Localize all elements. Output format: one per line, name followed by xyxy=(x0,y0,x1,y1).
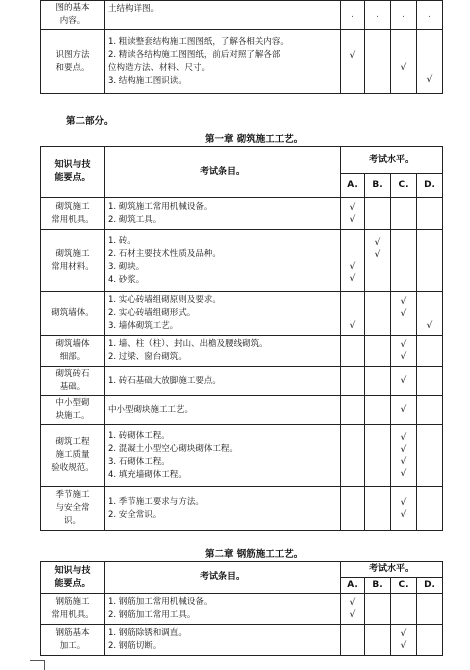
top-content-cell xyxy=(105,30,341,94)
header-items: 考试条目。 xyxy=(105,562,341,594)
check-mark: √ xyxy=(349,320,356,331)
content-text: 2. 钢筋加工常用工具。 xyxy=(108,610,196,620)
check-mark xyxy=(341,456,364,468)
check-mark xyxy=(417,468,442,480)
topic-text: 砌筑墙体 xyxy=(55,339,90,349)
mark-cell xyxy=(391,367,417,396)
table-row xyxy=(41,230,443,292)
topic-cell xyxy=(41,396,105,425)
mark-cell: √ xyxy=(341,30,365,94)
content-text: 2. 安全常识。 xyxy=(108,509,162,520)
header-level: 考试水平。 xyxy=(341,147,443,174)
check-mark xyxy=(341,628,364,640)
check-mark: √ xyxy=(400,340,407,350)
content-text: 3. 结构施工图识读。 xyxy=(108,75,187,86)
check-mark xyxy=(417,628,442,640)
check-mark xyxy=(365,404,390,416)
check-mark xyxy=(365,640,390,652)
topic-text: 图的基本 xyxy=(55,3,90,13)
mark-cell xyxy=(365,367,391,396)
content-text: 1. 粗读整套结构施工图图纸，了解各相关内容。 xyxy=(108,36,289,47)
header-level-b: B. xyxy=(365,578,391,594)
mark-cell xyxy=(417,425,443,487)
content-text: 4. 填充墙砌体工程。 xyxy=(108,469,187,480)
top-content-cell xyxy=(105,1,341,30)
mark-cell: . xyxy=(365,1,391,30)
topic-text: 砌筑施工 xyxy=(55,201,90,212)
mark-cell xyxy=(391,487,417,531)
check-mark: √ xyxy=(400,432,407,443)
header-level-d: D. xyxy=(417,578,443,594)
check-mark xyxy=(391,249,416,261)
check-mark xyxy=(417,296,442,308)
mark-cell xyxy=(341,230,365,292)
check-mark xyxy=(365,456,390,468)
check-mark xyxy=(417,597,442,609)
check-mark xyxy=(417,497,442,509)
table-row xyxy=(41,487,443,531)
mark-cell: . xyxy=(391,1,417,30)
topic-text: 钢筋施工 xyxy=(55,597,90,607)
table-row xyxy=(41,336,443,367)
check-mark: √ xyxy=(400,641,407,651)
content-text: 位构造方法、材料、尺寸。 xyxy=(108,62,211,73)
check-mark xyxy=(341,249,364,261)
mark-cell xyxy=(341,594,365,625)
check-mark xyxy=(417,249,442,261)
topic-text: 内容。 xyxy=(59,16,86,26)
check-mark xyxy=(417,351,442,363)
topic-text: 砌筑墙体。 xyxy=(51,308,94,318)
check-mark: √ xyxy=(349,214,356,225)
check-mark xyxy=(417,214,442,226)
content-text: 3. 墙体砌筑工艺。 xyxy=(108,321,179,331)
topic-text: 中小型砌 xyxy=(55,398,90,408)
check-mark: √ xyxy=(349,598,356,608)
check-mark xyxy=(365,375,390,387)
header-level-c: C. xyxy=(391,174,417,198)
header-level: 考试水平。 xyxy=(341,562,443,578)
mark-cell xyxy=(341,198,365,230)
check-mark xyxy=(341,351,364,363)
topic-text: 基础。 xyxy=(59,382,86,392)
mark-cell xyxy=(365,292,391,336)
topic-text: 钢筋基本 xyxy=(55,628,90,638)
check-mark xyxy=(365,320,390,332)
check-mark xyxy=(391,202,416,214)
content-text: 中小型砌块施工工艺。 xyxy=(108,404,194,415)
check-mark xyxy=(391,214,416,226)
content-text: 2. 石材主要技术性质及品种。 xyxy=(108,248,221,259)
check-mark xyxy=(341,640,364,652)
table-row xyxy=(41,292,443,336)
content-text: 2. 钢筋切断。 xyxy=(108,641,162,651)
check-mark: √ xyxy=(374,249,381,260)
check-mark xyxy=(341,497,364,509)
header-level-b: B. xyxy=(365,174,391,198)
topic-text: 砌筑砖石 xyxy=(55,369,90,379)
check-mark: √ xyxy=(400,629,407,639)
mark-cell xyxy=(417,594,443,625)
table-row xyxy=(41,594,443,625)
mark-cell xyxy=(341,487,365,531)
topic-cell xyxy=(41,367,105,396)
topic-text: 常用材料。 xyxy=(51,261,94,272)
content-text: 3. 砌块。 xyxy=(108,261,145,272)
check-mark xyxy=(365,351,390,363)
table-row xyxy=(41,396,443,425)
header-level-d: D. xyxy=(417,174,443,198)
topic-text: 和要点。 xyxy=(55,62,90,73)
mark-cell xyxy=(341,367,365,396)
check-mark xyxy=(365,628,390,640)
mark-cell xyxy=(391,198,417,230)
check-mark: √ xyxy=(349,610,356,620)
check-mark xyxy=(417,444,442,456)
content-text: 2. 砌筑工具。 xyxy=(108,214,162,225)
content-text: 2. 混凝土小型空心砌块砌体工程。 xyxy=(108,443,238,454)
check-mark: √ xyxy=(400,509,407,520)
content-text: 1. 钢筋加工常用机械设备。 xyxy=(108,597,213,607)
chapter-title: 第二章 钢筋施工工艺。 xyxy=(205,549,304,560)
content-cell xyxy=(105,487,341,531)
table-row xyxy=(41,425,443,487)
mark-cell xyxy=(365,198,391,230)
check-mark xyxy=(365,308,390,320)
check-mark xyxy=(341,444,364,456)
content-text: 2. 精读各结构施工图图纸，前后对照了解各部 xyxy=(108,49,281,60)
content-cell xyxy=(105,198,341,230)
check-mark: √ xyxy=(400,308,407,319)
check-mark xyxy=(391,261,416,273)
content-text: 1. 季节施工要求与方法。 xyxy=(108,496,204,507)
mark-cell xyxy=(365,625,391,656)
content-text: 4. 砂浆。 xyxy=(108,274,145,285)
mark-cell xyxy=(417,292,443,336)
check-mark xyxy=(365,597,390,609)
check-mark xyxy=(341,339,364,351)
check-mark: √ xyxy=(374,237,381,248)
topic-cell xyxy=(41,487,105,531)
content-text: 土结构详图。 xyxy=(108,4,160,14)
check-mark xyxy=(365,509,390,521)
mark-cell: √ xyxy=(417,30,443,94)
check-mark xyxy=(391,609,416,621)
topic-cell xyxy=(41,594,105,625)
page-corner-mark xyxy=(30,660,44,661)
check-mark: √ xyxy=(426,320,433,331)
part-label: 第二部分。 xyxy=(66,116,114,127)
check-mark: √ xyxy=(400,376,407,386)
check-mark xyxy=(391,273,416,285)
mark-cell xyxy=(365,487,391,531)
content-text: 1. 砖。 xyxy=(108,235,136,246)
mark-cell: √ xyxy=(391,30,417,94)
content-cell xyxy=(105,396,341,425)
header-knowledge: 知识与技 能要点。 xyxy=(41,147,105,198)
mark-cell xyxy=(391,396,417,425)
mark-cell xyxy=(417,198,443,230)
topic-cell xyxy=(41,198,105,230)
table-row xyxy=(41,198,443,230)
check-mark: √ xyxy=(400,405,407,415)
mark-cell xyxy=(341,396,365,425)
mark-cell xyxy=(417,336,443,367)
check-mark xyxy=(365,273,390,285)
check-mark xyxy=(365,296,390,308)
topic-text: 加工。 xyxy=(59,641,86,651)
check-mark xyxy=(341,375,364,387)
check-mark xyxy=(341,296,364,308)
mark-cell xyxy=(341,425,365,487)
mark-cell xyxy=(365,336,391,367)
mark-cell xyxy=(391,625,417,656)
mark-cell xyxy=(365,425,391,487)
check-mark xyxy=(417,308,442,320)
mark-cell xyxy=(365,594,391,625)
check-mark xyxy=(341,509,364,521)
mark-cell xyxy=(341,292,365,336)
topic-text: 季节施工 xyxy=(55,490,90,500)
mark-cell xyxy=(417,487,443,531)
check-mark xyxy=(391,320,416,332)
topic-text: 砌筑施工 xyxy=(55,248,90,259)
check-mark xyxy=(341,432,364,444)
check-mark: √ xyxy=(349,273,356,284)
mark-cell xyxy=(417,367,443,396)
topic-text: 块施工。 xyxy=(55,411,90,421)
content-cell xyxy=(105,230,341,292)
check-mark xyxy=(365,497,390,509)
check-mark xyxy=(365,339,390,351)
top-table xyxy=(40,0,443,94)
topic-text: 常用机具。 xyxy=(51,610,94,620)
topic-text: 识图方法 xyxy=(55,49,90,60)
check-mark xyxy=(391,597,416,609)
topic-text: 验收规范。 xyxy=(51,463,94,473)
page-corner-mark xyxy=(44,660,45,670)
content-cell xyxy=(105,594,341,625)
mark-cell xyxy=(417,230,443,292)
mark-cell xyxy=(341,336,365,367)
header-items: 考试条目。 xyxy=(105,147,341,198)
top-topic-cell xyxy=(41,30,105,94)
check-mark xyxy=(417,609,442,621)
content-cell xyxy=(105,425,341,487)
header-level-a: A. xyxy=(341,174,365,198)
mark-cell xyxy=(391,336,417,367)
check-mark xyxy=(365,432,390,444)
topic-text: 识。 xyxy=(63,516,81,526)
check-mark xyxy=(365,261,390,273)
topic-cell xyxy=(41,230,105,292)
check-mark xyxy=(417,237,442,249)
topic-cell xyxy=(41,336,105,367)
mark-cell: . xyxy=(417,1,443,30)
check-mark: √ xyxy=(400,352,407,362)
content-cell xyxy=(105,625,341,656)
mark-cell xyxy=(391,230,417,292)
mark-cell xyxy=(365,396,391,425)
check-mark xyxy=(365,609,390,621)
topic-cell xyxy=(41,292,105,336)
check-mark xyxy=(417,261,442,273)
check-mark xyxy=(341,237,364,249)
mark-cell xyxy=(365,230,391,292)
mark-cell xyxy=(391,594,417,625)
header-level-c: C. xyxy=(391,578,417,594)
table-row xyxy=(41,367,443,396)
content-cell xyxy=(105,367,341,396)
topic-text: 与安全常 xyxy=(55,503,90,513)
content-text: 1. 钢筋除锈和调直。 xyxy=(108,628,187,638)
check-mark xyxy=(365,214,390,226)
content-text: 1. 实心砖墙组砌原则及要求。 xyxy=(108,295,221,305)
check-mark: √ xyxy=(349,202,356,213)
check-mark xyxy=(417,640,442,652)
mark-cell xyxy=(341,625,365,656)
check-mark: √ xyxy=(400,497,407,508)
top-topic-cell xyxy=(41,1,105,30)
check-mark xyxy=(417,339,442,351)
check-mark: √ xyxy=(400,444,407,455)
mark-cell xyxy=(417,625,443,656)
check-mark: √ xyxy=(400,456,407,467)
mark-cell: . xyxy=(341,1,365,30)
content-text: 1. 墙、柱（柱）、封山、出檐及腰线砌筑。 xyxy=(108,339,268,349)
content-text: 1. 砌筑施工常用机械设备。 xyxy=(108,201,213,212)
check-mark xyxy=(341,308,364,320)
check-mark xyxy=(417,456,442,468)
topic-cell xyxy=(41,625,105,656)
table-row xyxy=(41,625,443,656)
check-mark xyxy=(365,202,390,214)
check-mark xyxy=(417,202,442,214)
topic-text: 施工质量 xyxy=(55,450,90,460)
topic-cell xyxy=(41,425,105,487)
check-mark xyxy=(391,237,416,249)
content-text: 1. 砖石基础大放脚施工要点。 xyxy=(108,375,221,386)
check-mark: √ xyxy=(400,468,407,479)
mark-cell xyxy=(391,425,417,487)
check-mark xyxy=(341,468,364,480)
content-cell xyxy=(105,292,341,336)
mark-cell xyxy=(365,30,391,94)
mark-cell xyxy=(417,396,443,425)
chapter1-table xyxy=(40,146,443,531)
check-mark xyxy=(365,444,390,456)
content-text: 2. 实心砖墙组砌形式。 xyxy=(108,308,196,318)
check-mark xyxy=(417,432,442,444)
chapter2-table xyxy=(40,561,443,656)
content-text: 2. 过梁、窗台砌筑。 xyxy=(108,352,187,362)
header-knowledge: 知识与技 能要点。 xyxy=(41,562,105,594)
header-level-a: A. xyxy=(341,578,365,594)
check-mark xyxy=(341,404,364,416)
check-mark xyxy=(417,375,442,387)
topic-text: 细部。 xyxy=(59,352,86,362)
chapter-title: 第一章 砌筑施工工艺。 xyxy=(205,134,304,145)
topic-text: 常用机具。 xyxy=(51,214,94,225)
content-text: 3. 石砌体工程。 xyxy=(108,456,170,467)
content-text: 1. 砖砌体工程。 xyxy=(108,430,170,441)
check-mark xyxy=(417,509,442,521)
check-mark xyxy=(417,273,442,285)
topic-text: 砌筑工程 xyxy=(55,437,90,447)
check-mark xyxy=(365,468,390,480)
check-mark xyxy=(417,404,442,416)
check-mark: √ xyxy=(400,296,407,307)
content-cell xyxy=(105,336,341,367)
check-mark: √ xyxy=(349,261,356,272)
mark-cell xyxy=(391,292,417,336)
